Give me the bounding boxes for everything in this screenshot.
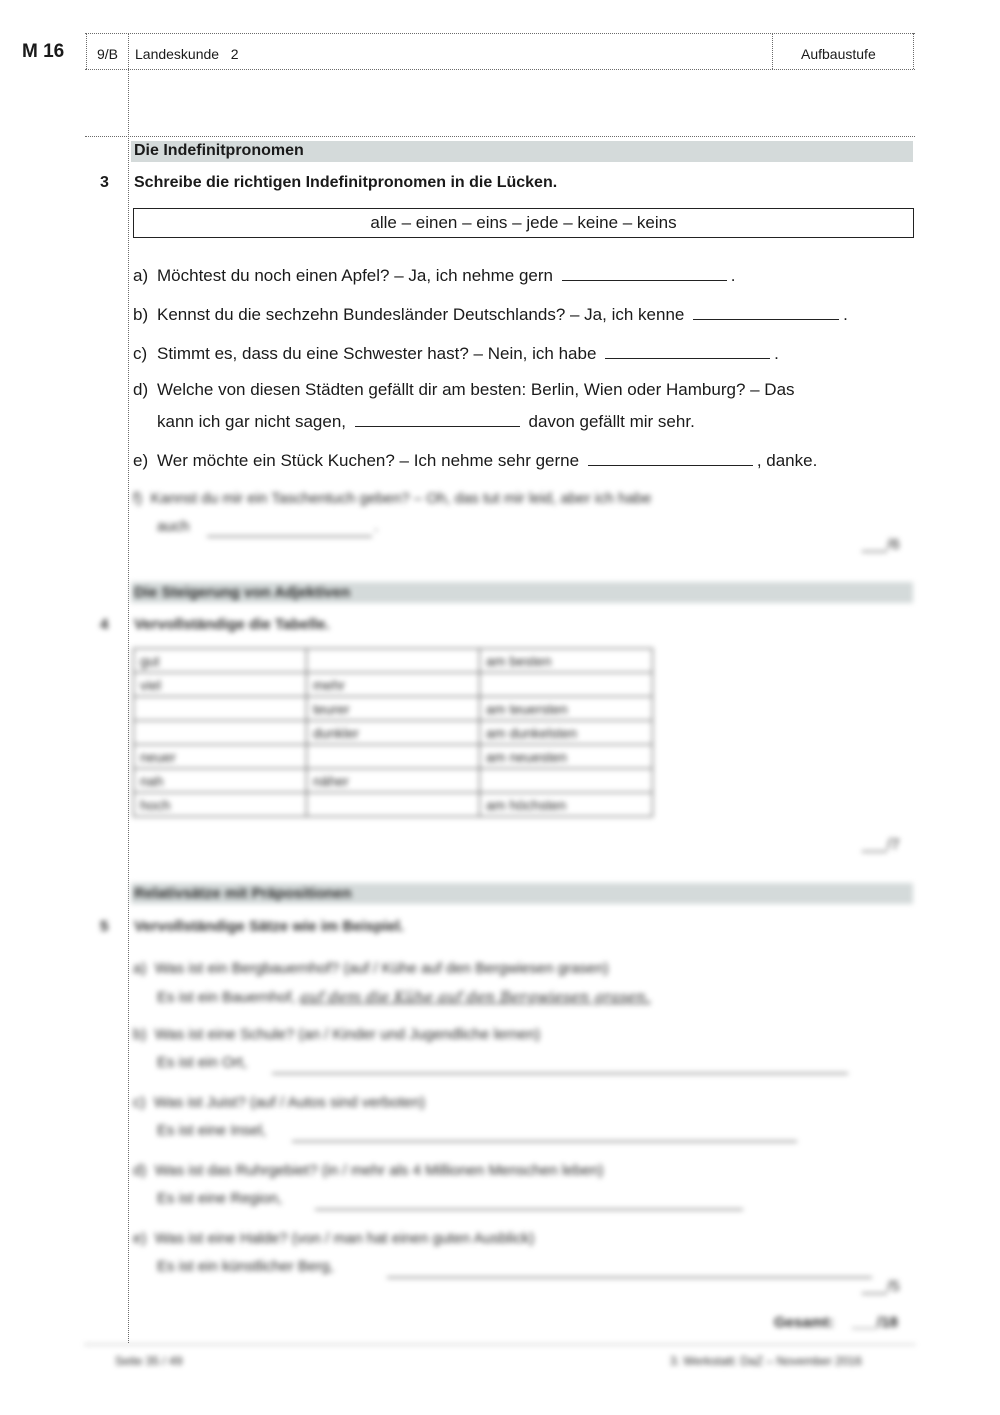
answer-line[interactable] xyxy=(272,1073,848,1074)
table-row xyxy=(134,697,653,721)
item-text: Kennst du die sechzehn Bundesländer Deutschlands? – Ja, ich kenne xyxy=(157,305,685,324)
table-row xyxy=(134,649,653,673)
item-letter: a) xyxy=(133,266,149,285)
item-letter: a) xyxy=(133,960,147,977)
score-field-section1: ___/6 xyxy=(862,536,900,553)
table-cell: dunkler xyxy=(307,721,480,745)
table-cell: am teuersten xyxy=(480,697,653,721)
word-bank-text: alle – einen – eins – jede – keine – keins xyxy=(370,213,677,232)
answer-line[interactable] xyxy=(315,1209,743,1210)
content-top-rule xyxy=(85,136,915,137)
header-divider xyxy=(86,33,87,69)
total-label: Gesamt: xyxy=(774,1314,835,1331)
item-text: kann ich gar nicht sagen, xyxy=(157,412,347,431)
answer-gap[interactable] xyxy=(588,449,753,466)
score-field-section3: ___/5 xyxy=(862,1278,900,1295)
item-text: Was ist Juist? (auf / Autos sind verboten) xyxy=(153,1094,426,1111)
exercise-item-f xyxy=(133,490,651,507)
level-label: Aufbaustufe xyxy=(801,46,876,62)
relative-item-b-question xyxy=(133,1026,540,1043)
table-cell[interactable] xyxy=(480,769,653,793)
grade-label: 9/B xyxy=(97,46,119,62)
item-letter: d) xyxy=(133,1162,147,1179)
total-score: ___/18 xyxy=(852,1314,898,1331)
word-bank-box xyxy=(133,208,914,238)
task-number-4: 4 xyxy=(100,616,109,633)
exercise-item-c xyxy=(133,342,779,364)
table-cell: näher xyxy=(307,769,480,793)
item-letter: b) xyxy=(133,305,149,324)
item-text: Kannst du mir ein Taschentuch geben? – Oh, das tut mir leid, aber ich habe xyxy=(150,490,652,507)
item-text-end: davon gefällt mir sehr. xyxy=(528,412,695,431)
item-letter: c) xyxy=(133,344,148,363)
item-text-end: . xyxy=(730,266,736,285)
relative-item-d-question xyxy=(133,1162,604,1179)
item-text: Wer möchte ein Stück Kuchen? – Ich nehme sehr gerne xyxy=(157,451,580,470)
table-row xyxy=(134,721,653,745)
item-text-end: , danke. xyxy=(756,451,818,470)
table-cell: am neuesten xyxy=(480,745,653,769)
exercise-item-d xyxy=(133,380,795,400)
item-text: auch xyxy=(157,518,190,535)
footer-source: 3. Werkstatt: DaZ – November 2016 xyxy=(670,1354,862,1368)
table-cell: am höchsten xyxy=(480,793,653,817)
header-divider-right xyxy=(772,33,773,69)
example-answer: auf dem die Kühe auf den Bergwiesen grasen. xyxy=(299,988,651,1006)
footer-rule xyxy=(85,1344,915,1345)
table-cell: am dunkelsten xyxy=(480,721,653,745)
item-text: Welche von diesen Städten gefällt dir am besten: Berlin, Wien oder Hamburg? – Das xyxy=(157,380,795,399)
task-number-5: 5 xyxy=(100,918,109,935)
item-text: Was ist ein Bergbauernhof? (auf / Kühe auf den Bergwiesen grasen) xyxy=(154,960,609,977)
table-cell: viel xyxy=(134,673,307,697)
answer-gap[interactable] xyxy=(605,342,770,359)
task-instruction-4: Vervollständige die Tabelle. xyxy=(134,616,330,633)
adjective-table xyxy=(133,648,653,817)
exercise-item-e xyxy=(133,449,817,471)
table-cell[interactable] xyxy=(307,649,480,673)
item-text-end: . xyxy=(374,518,379,535)
table-cell[interactable] xyxy=(134,697,307,721)
answer-line[interactable] xyxy=(387,1277,872,1278)
exercise-item-a xyxy=(133,264,735,286)
table-cell[interactable] xyxy=(307,793,480,817)
item-letter: b) xyxy=(133,1026,147,1043)
item-letter: e) xyxy=(133,1230,147,1247)
relative-item-c-question xyxy=(133,1094,425,1111)
answer-gap[interactable] xyxy=(562,264,727,281)
item-text: Es ist ein Ort, xyxy=(157,1054,248,1071)
table-cell: neuer xyxy=(134,745,307,769)
item-text: Was ist das Ruhrgebiet? (in / mehr als 4 Millionen Menschen leben) xyxy=(154,1162,604,1179)
table-cell: am besten xyxy=(480,649,653,673)
item-text: Was ist eine Schule? (an / Kinder und Jugendliche lernen) xyxy=(154,1026,541,1043)
table-cell: gut xyxy=(134,649,307,673)
table-cell[interactable] xyxy=(480,673,653,697)
relative-item-a-answer xyxy=(157,988,651,1006)
table-cell[interactable] xyxy=(134,721,307,745)
item-text: Es ist ein künstlicher Berg, xyxy=(157,1258,334,1275)
item-letter: f) xyxy=(133,490,143,507)
task-number-3: 3 xyxy=(100,174,109,191)
item-text: Es ist eine Insel, xyxy=(157,1122,267,1139)
item-text: Stimmt es, dass du eine Schwester hast? – Nein, ich habe xyxy=(157,344,597,363)
score-field-section2: ___/7 xyxy=(862,836,900,853)
table-row xyxy=(134,745,653,769)
item-letter: e) xyxy=(133,451,149,470)
item-text: Was ist eine Halde? (von / man hat einen guten Ausblick) xyxy=(154,1230,535,1247)
item-letter: c) xyxy=(133,1094,146,1111)
header-top-rule xyxy=(85,33,915,34)
relative-item-e-question xyxy=(133,1230,534,1247)
section-title-comparison: Die Steigerung von Adjektiven xyxy=(134,584,351,601)
table-cell: mehr xyxy=(307,673,480,697)
exercise-item-b xyxy=(133,303,848,325)
table-cell: hoch xyxy=(134,793,307,817)
item-text: Möchtest du noch einen Apfel? – Ja, ich nehme gern xyxy=(157,266,553,285)
task-instruction-3: Schreibe die richtigen Indefinitpronomen in die Lücken. xyxy=(134,174,558,191)
exercise-item-f-line2 xyxy=(157,518,190,535)
relative-item-a-question xyxy=(133,960,609,977)
item-text-end: . xyxy=(843,305,848,324)
exercise-item-d-line2 xyxy=(157,410,695,432)
header-right-edge xyxy=(913,33,914,69)
section-title-relative-clauses: Relativsätze mit Präpositionen xyxy=(134,885,352,902)
item-letter: d) xyxy=(133,380,149,399)
table-row xyxy=(134,673,653,697)
task-instruction-5: Vervollständige Sätze wie im Beispiel. xyxy=(134,918,405,935)
section-title-indefinite-pronouns: Die Indefinitpronomen xyxy=(134,142,304,159)
item-text: Es ist eine Region, xyxy=(157,1190,283,1207)
module-code: M 16 xyxy=(22,41,65,62)
page-number: Seite 35 / 49 xyxy=(115,1354,183,1368)
subject-label: Landeskunde 2 xyxy=(135,46,239,62)
item-text: Es ist ein Bauernhof, xyxy=(157,989,296,1006)
item-text-end: . xyxy=(774,344,779,363)
table-cell: teurer xyxy=(307,697,480,721)
answer-gap[interactable] xyxy=(207,536,372,537)
table-cell: nah xyxy=(134,769,307,793)
table-cell[interactable] xyxy=(307,745,480,769)
header-bottom-rule xyxy=(85,69,915,70)
blurred-preview-region xyxy=(0,478,1000,1415)
answer-gap[interactable] xyxy=(355,410,520,427)
answer-gap[interactable] xyxy=(693,303,839,320)
table-row xyxy=(134,769,653,793)
table-row xyxy=(134,793,653,817)
answer-line[interactable] xyxy=(292,1141,797,1142)
